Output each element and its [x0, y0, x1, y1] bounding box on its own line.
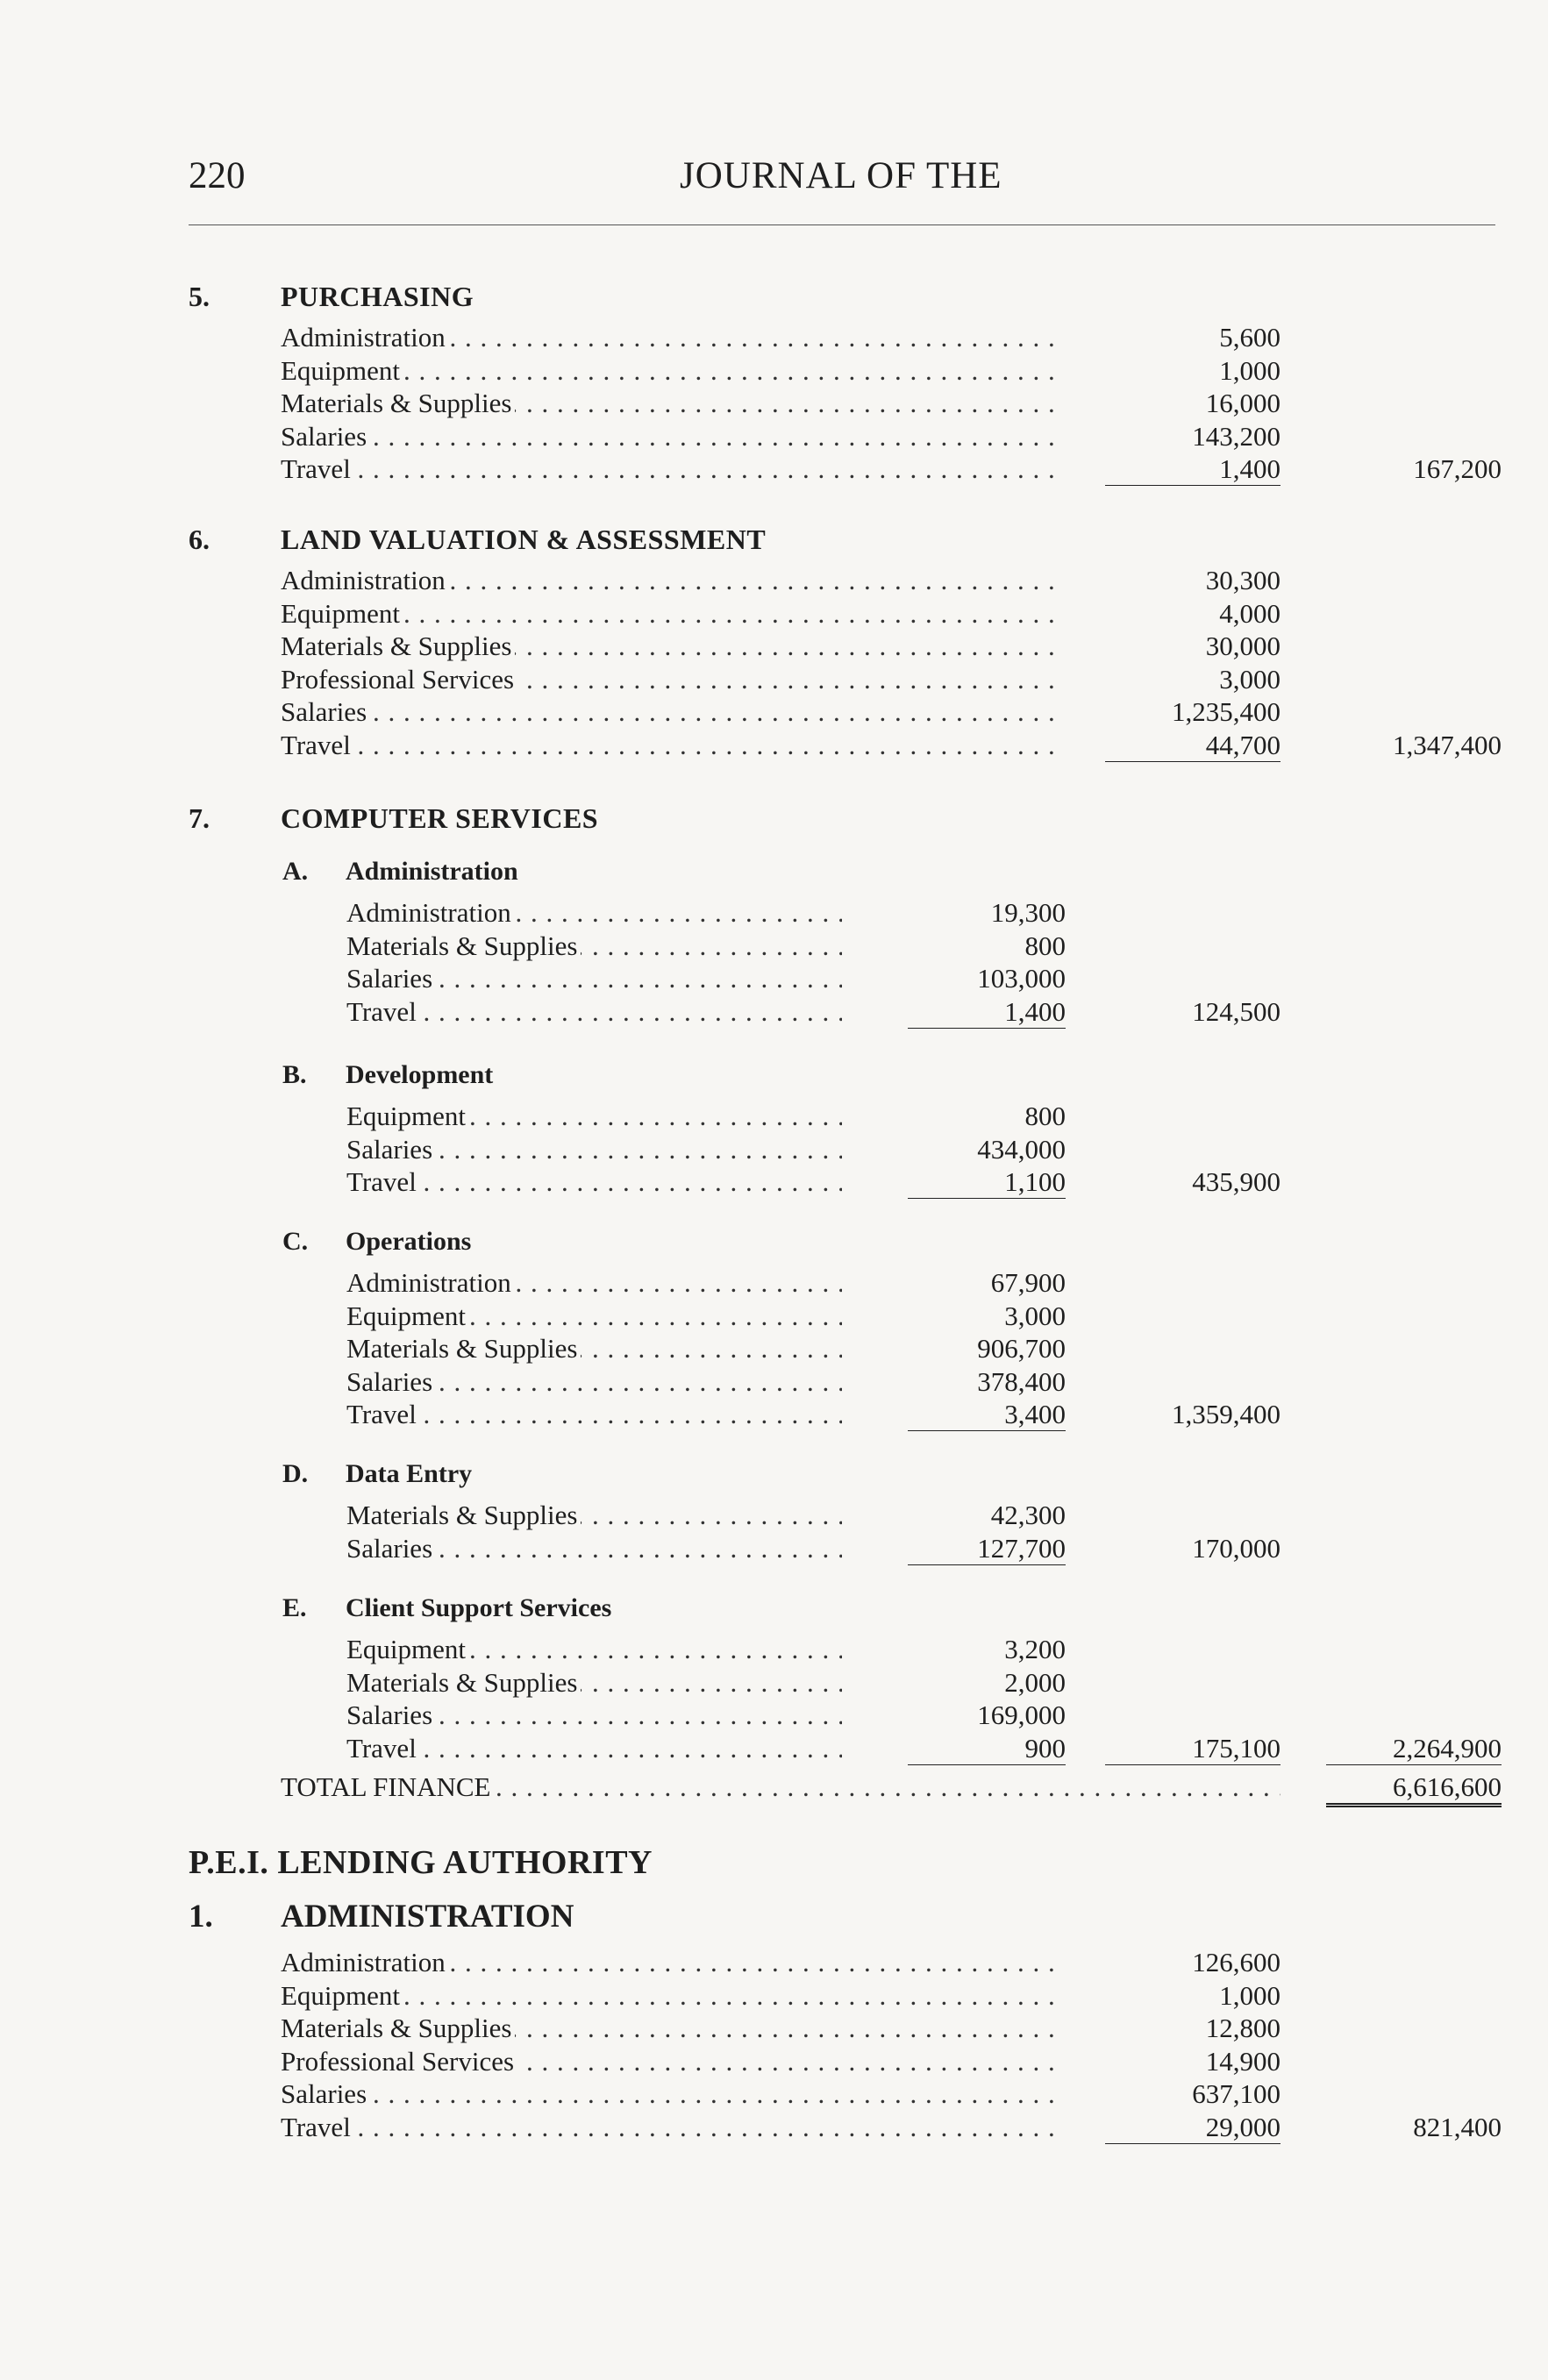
subsection-letter: B. [282, 1060, 307, 1089]
line-item-text: Materials & Supplies [281, 2013, 515, 2043]
section-total: 2,264,900 [1326, 1733, 1502, 1765]
line-item-label [281, 2046, 1061, 2077]
line-item-amount: 169,000 [977, 1699, 1066, 1730]
line-item-label [346, 1733, 842, 1764]
line-item-amount: 906,700 [977, 1333, 1066, 1364]
line-item-label [281, 664, 1061, 695]
line-item-amount: 127,700 [908, 1533, 1066, 1565]
line-item-label [346, 1300, 842, 1332]
line-item [0, 1101, 1548, 1132]
section-total: 1,359,400 [1172, 1399, 1280, 1429]
line-item [0, 1733, 1548, 1764]
line-item [0, 1366, 1548, 1398]
section-number: 1. [189, 1899, 213, 1935]
line-item [0, 453, 1548, 485]
line-item-amount: 1,000 [1219, 354, 1280, 386]
line-item [0, 421, 1548, 452]
line-item-amount: 19,300 [990, 897, 1066, 928]
line-item-text: Administration [281, 565, 449, 595]
section-total: 124,500 [1192, 995, 1280, 1027]
line-item-text: Materials & Supplies [346, 1333, 581, 1364]
line-item-text: Salaries [346, 1533, 436, 1564]
line-item-amount: 30,000 [1205, 631, 1280, 661]
line-item-label [346, 1500, 842, 1531]
section-total: 167,200 [1413, 453, 1502, 484]
line-item [0, 1947, 1548, 1978]
line-item-label [346, 963, 842, 994]
line-item-label [346, 1333, 842, 1365]
line-item-amount: 378,400 [977, 1365, 1066, 1397]
line-item-amount: 800 [1024, 1101, 1066, 1131]
line-item [0, 1980, 1548, 2012]
line-item-amount: 800 [1024, 930, 1066, 961]
line-item [0, 1634, 1548, 1665]
line-item-text: Salaries [281, 421, 370, 452]
line-item-amount: 67,900 [990, 1267, 1066, 1298]
line-item-amount: 143,200 [1192, 420, 1280, 452]
line-item [0, 730, 1548, 761]
line-item-label [346, 1699, 842, 1731]
section-total: 170,000 [1192, 1532, 1280, 1564]
section-title: COMPUTER SERVICES [281, 802, 599, 834]
line-item-text: Travel [281, 453, 354, 484]
line-item-label [346, 1101, 842, 1132]
line-item [0, 2013, 1548, 2044]
total-finance-amount: 6,616,600 [1326, 1771, 1502, 1807]
line-item-label [281, 631, 1061, 662]
line-item [0, 1399, 1548, 1430]
line-item-amount: 3,400 [908, 1399, 1066, 1431]
line-item [0, 1134, 1548, 1165]
line-item-amount: 1,100 [908, 1166, 1066, 1199]
line-item-amount: 42,300 [990, 1500, 1066, 1530]
line-item-text: Materials & Supplies [281, 631, 515, 661]
section-number: 7. [189, 802, 210, 834]
line-item-text: Salaries [346, 963, 436, 994]
section-total: 435,900 [1192, 1166, 1280, 1197]
line-item-text: Administration [346, 1267, 515, 1298]
line-item-label [281, 598, 1061, 630]
line-item-label [346, 1267, 842, 1299]
line-item-amount: 3,000 [1004, 1300, 1066, 1331]
line-item-label [346, 1634, 842, 1665]
line-item-text: Travel [346, 1166, 420, 1197]
line-item-label [281, 565, 1061, 596]
line-item-text: Salaries [346, 1134, 436, 1165]
line-item-amount: 1,000 [1219, 1979, 1280, 2011]
line-item-amount: 900 [908, 1733, 1066, 1765]
line-item [0, 565, 1548, 596]
subsection-title: Development [346, 1060, 494, 1089]
section-total: 1,347,400 [1393, 729, 1502, 760]
line-item-text: Professional Services [281, 664, 517, 695]
line-item-label [281, 388, 1061, 419]
subsection-letter: D. [282, 1459, 309, 1488]
line-item [0, 664, 1548, 695]
line-item-amount: 16,000 [1205, 388, 1280, 418]
line-item [0, 2046, 1548, 2077]
line-item-label [281, 696, 1061, 728]
line-item-amount: 5,600 [1219, 322, 1280, 353]
line-item [0, 1500, 1548, 1531]
line-item-text: Travel [281, 730, 354, 760]
line-item-text: Equipment [281, 1980, 403, 2011]
subsection-letter: C. [282, 1227, 309, 1256]
line-item-label [281, 1947, 1061, 1978]
line-item-amount: 30,300 [1205, 565, 1280, 595]
line-item-amount: 3,000 [1219, 663, 1280, 695]
line-item-text: Travel [281, 2112, 354, 2142]
line-item-text: Equipment [346, 1101, 469, 1131]
line-item-text: Travel [346, 996, 420, 1027]
section-number: 6. [189, 524, 210, 555]
subsection-letter: A. [282, 857, 309, 886]
line-item-text: Equipment [346, 1300, 469, 1331]
line-item-text: Salaries [346, 1366, 436, 1397]
line-item-text: Administration [281, 322, 449, 353]
line-item-text: Administration [281, 1947, 449, 1977]
line-item-label [346, 996, 842, 1028]
section-number: 5. [189, 281, 210, 312]
line-item-label [346, 1366, 842, 1398]
line-item-text: Equipment [281, 355, 403, 386]
line-item-amount: 44,700 [1105, 730, 1280, 762]
line-item-amount: 1,400 [908, 996, 1066, 1029]
organization-heading: P.E.I. LENDING AUTHORITY [189, 1844, 653, 1881]
line-item [0, 2078, 1548, 2110]
line-item-amount: 126,600 [1192, 1947, 1280, 1977]
line-item [0, 1533, 1548, 1564]
line-item-amount: 12,800 [1205, 2013, 1280, 2043]
line-item-amount: 29,000 [1105, 2112, 1280, 2144]
line-item-text: Equipment [346, 1634, 469, 1664]
page-number: 220 [189, 155, 246, 196]
line-item-text: Professional Services [281, 2046, 517, 2077]
line-item [0, 388, 1548, 419]
line-item-amount: 3,200 [1004, 1634, 1066, 1664]
line-item-label [346, 1134, 842, 1165]
section-title: ADMINISTRATION [281, 1899, 574, 1935]
line-item-label [281, 355, 1061, 387]
line-item-label [281, 453, 1061, 485]
journal-title: JOURNAL OF THE [680, 155, 1002, 196]
line-item-amount: 4,000 [1219, 597, 1280, 629]
line-item-label [346, 930, 842, 962]
line-item-text: Travel [346, 1733, 420, 1764]
line-item-label [346, 1166, 842, 1198]
line-item-text: Salaries [281, 696, 370, 727]
line-item-label [281, 2112, 1061, 2143]
line-item-text: Travel [346, 1399, 420, 1429]
line-item-text: Materials & Supplies [346, 1667, 581, 1698]
subsection-letter: E. [282, 1593, 307, 1622]
line-item [0, 1166, 1548, 1198]
line-item [0, 598, 1548, 630]
line-item-text: Salaries [346, 1699, 436, 1730]
line-item-label [281, 1980, 1061, 2012]
line-item-amount: 103,000 [977, 963, 1066, 994]
line-item [0, 930, 1548, 962]
line-item-label [346, 1399, 842, 1430]
subsection-title: Data Entry [346, 1459, 473, 1488]
line-item [0, 696, 1548, 728]
line-item-amount: 637,100 [1192, 2078, 1280, 2109]
line-item-text: Materials & Supplies [346, 1500, 581, 1530]
line-item-label [281, 730, 1061, 761]
line-item-label [281, 2078, 1061, 2110]
total-finance-text: TOTAL FINANCE [281, 1771, 494, 1802]
line-item-label [346, 1533, 842, 1564]
line-item [0, 1667, 1548, 1699]
line-item-text: Materials & Supplies [281, 388, 515, 418]
line-item-text: Salaries [281, 2078, 370, 2109]
subsection-title: Administration [346, 857, 518, 886]
line-item [0, 1699, 1548, 1731]
line-item [0, 322, 1548, 353]
section-total: 821,400 [1413, 2111, 1502, 2142]
total-finance-label [281, 1771, 1280, 1803]
subsection-title: Client Support Services [346, 1593, 612, 1622]
line-item-label [281, 2013, 1061, 2044]
section-title: PURCHASING [281, 281, 474, 312]
total-finance-row [0, 1771, 1548, 1803]
line-item [0, 963, 1548, 994]
line-item-label [346, 897, 842, 929]
line-item [0, 2112, 1548, 2143]
line-item-label [281, 322, 1061, 353]
line-item-label [346, 1667, 842, 1699]
line-item-amount: 434,000 [977, 1133, 1066, 1165]
line-item-amount: 14,900 [1205, 2045, 1280, 2077]
section-total: 175,100 [1105, 1733, 1280, 1765]
line-item-text: Materials & Supplies [346, 930, 581, 961]
line-item-amount: 2,000 [1004, 1666, 1066, 1698]
line-item-text: Administration [346, 897, 515, 928]
line-item [0, 631, 1548, 662]
line-item [0, 1333, 1548, 1365]
subsection-title: Operations [346, 1227, 472, 1256]
line-item-amount: 1,400 [1105, 453, 1280, 486]
section-title: LAND VALUATION & ASSESSMENT [281, 524, 767, 555]
line-item [0, 1267, 1548, 1299]
line-item-text: Equipment [281, 598, 403, 629]
line-item-amount: 1,235,400 [1172, 696, 1280, 727]
line-item [0, 996, 1548, 1028]
line-item [0, 897, 1548, 929]
line-item-label [281, 421, 1061, 452]
line-item [0, 355, 1548, 387]
line-item [0, 1300, 1548, 1332]
